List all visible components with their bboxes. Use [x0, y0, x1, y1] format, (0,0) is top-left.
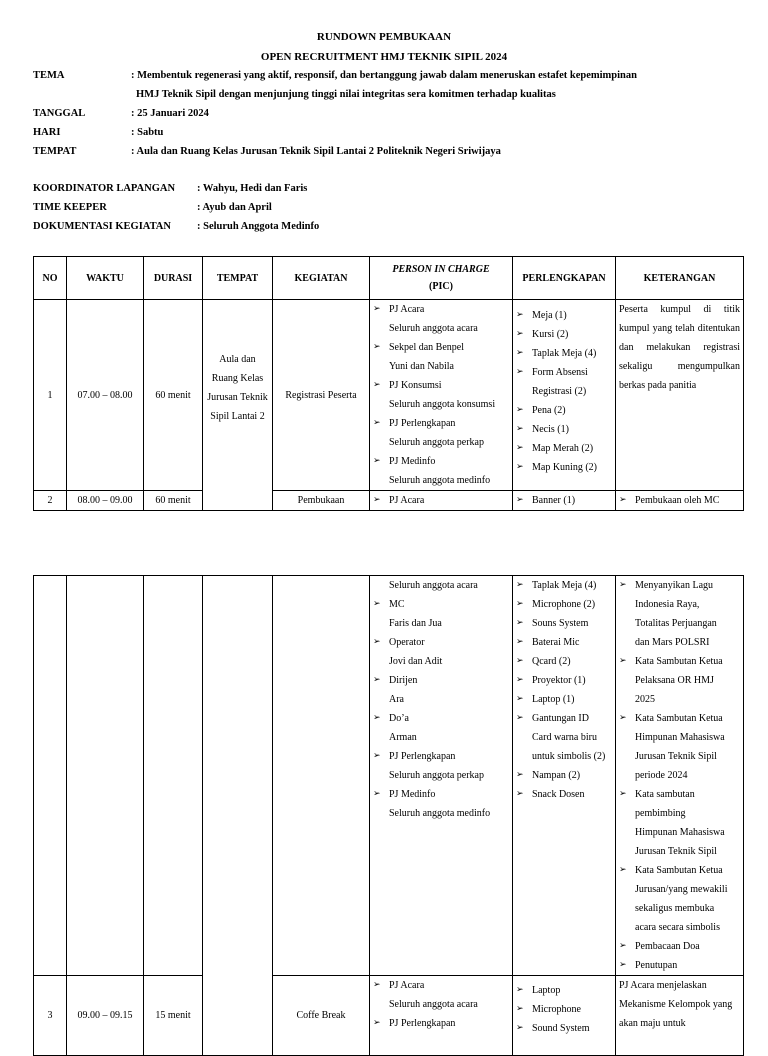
list-item: ➢ PJ Medinfo: [373, 452, 509, 471]
tanggal-value: : 25 Januari 2024: [131, 108, 209, 119]
rundown-table-page-2: [33, 575, 744, 1056]
list-item: ➢ Taplak Meja (4): [516, 344, 612, 363]
list-item: 2025: [635, 694, 655, 705]
row3-perlengkapan: [513, 976, 616, 1056]
row2-pic: [370, 491, 513, 511]
list-item: ➢ Microphone (2): [516, 595, 612, 614]
row2-cont-durasi: [144, 576, 203, 976]
list-item: ➢ PJ Perlengkapan: [373, 414, 509, 433]
rundown-table-page-1: [33, 256, 744, 511]
list-item: ➢ PJ Acara: [373, 300, 509, 319]
list-item: Seluruh anggota medinfo: [389, 808, 491, 819]
row2-cont-perlengkapan: [513, 576, 616, 976]
title-rundown: RUNDOWN PEMBUKAAN: [316, 31, 452, 43]
row3-waktu: 09.00 – 09.15: [67, 976, 144, 1056]
row1-waktu: 07.00 – 08.00: [67, 300, 144, 491]
list-item: Pelaksana OR HMJ: [635, 675, 714, 686]
koordinator-label: KOORDINATOR LAPANGAN: [33, 183, 176, 194]
header-pic: [370, 257, 513, 300]
list-item: Seluruh anggota perkap: [389, 437, 484, 448]
row2-cont-kegiatan: [273, 576, 370, 976]
list-item: ➢ PJ Acara: [373, 491, 509, 510]
list-item: Seluruh anggota acara: [389, 580, 478, 591]
row2-cont-tempat: [203, 576, 273, 1056]
list-item: ➢ Do’a: [373, 709, 509, 728]
row2-durasi: 60 menit: [144, 491, 203, 511]
row2-perlengkapan: [513, 491, 616, 511]
list-item: Jurusan Teknik Sipil: [635, 751, 717, 762]
timekeeper-value: : Ayub dan April: [197, 202, 272, 213]
dokumentasi-value: : Seluruh Anggota Medinfo: [197, 221, 320, 232]
list-item: ➢ MC: [373, 595, 509, 614]
header-pic-line2: (PIC): [429, 281, 453, 292]
hari-value: : Sabtu: [131, 127, 164, 138]
row3-no: 3: [34, 976, 67, 1056]
list-item: ➢ Laptop: [516, 981, 612, 1000]
list-item: untuk simbolis (2): [532, 751, 606, 762]
list-item: Ara: [389, 694, 404, 705]
tema-value-2: HMJ Teknik Sipil dengan menjunjung tinggi nilai integritas sera komitmen terhadap kualitas: [136, 89, 556, 100]
row2-cont-waktu: [67, 576, 144, 976]
list-item: ➢ Gantungan ID: [516, 709, 612, 728]
list-item: ➢ Nampan (2): [516, 766, 612, 785]
list-item: Arman: [389, 732, 417, 743]
list-item: Yuni dan Nabila: [389, 361, 454, 372]
header-no: NO: [34, 257, 67, 300]
table-row: [34, 976, 744, 1056]
row3-keterangan: PJ Acara menjelaskan Mekanisme Kelompok yang akan maju untuk: [616, 976, 744, 1056]
list-item: periode 2024: [635, 770, 688, 781]
list-item: ➢ Pena (2): [516, 401, 612, 420]
row2-cont-keterangan: [616, 576, 744, 976]
list-item: Jurusan Teknik Sipil: [635, 846, 717, 857]
list-item: ➢ PJ Perlengkapan: [373, 1014, 509, 1033]
list-item: ➢ Necis (1): [516, 420, 612, 439]
list-item: Himpunan Mahasiswa: [635, 827, 725, 838]
row1-no: 1: [34, 300, 67, 491]
list-item: ➢ PJ Konsumsi: [373, 376, 509, 395]
header-kegiatan: KEGIATAN: [273, 257, 370, 300]
row2-pic-list: [373, 576, 509, 823]
row1-tempat: Aula dan Ruang Kelas Jurusan Teknik Sipil Lantai 2: [203, 300, 273, 511]
row3-durasi: 15 menit: [144, 976, 203, 1056]
list-item: Himpunan Mahasiswa: [635, 732, 725, 743]
table-row: [34, 300, 744, 491]
tempat-value: : Aula dan Ruang Kelas Jurusan Teknik Sipil Lantai 2 Politeknik Negeri Sriwijaya: [131, 146, 501, 157]
list-item: Totalitas Perjuangan: [635, 618, 717, 629]
row1-pic-list: [373, 300, 509, 490]
table-header-row: [34, 257, 744, 300]
row1-perlengkapan-list: [516, 306, 612, 477]
header-keterangan: KETERANGAN: [616, 257, 744, 300]
dokumentasi-label: DOKUMENTASI KEGIATAN: [33, 221, 171, 232]
list-item: ➢ Taplak Meja (4): [516, 576, 612, 595]
list-item: Card warna biru: [532, 732, 597, 743]
list-item: ➢ PJ Acara: [373, 976, 509, 995]
list-item: ➢ Baterai Mic: [516, 633, 612, 652]
list-item: ➢ Pembukaan oleh MC: [619, 491, 740, 510]
list-item: acara secara simbolis: [635, 922, 720, 933]
tanggal-label: TANGGAL: [33, 108, 86, 119]
list-item: ➢ PJ Perlengkapan: [373, 747, 509, 766]
list-item: ➢ Menyanyikan Lagu: [619, 576, 740, 595]
list-item: ➢ Kata Sambutan Ketua: [619, 861, 740, 880]
list-item: Jovi dan Adit: [389, 656, 443, 667]
koordinator-value: : Wahyu, Hedi dan Faris: [197, 183, 308, 194]
row1-keterangan: Peserta kumpul di titik kumpul yang telah ditentukan dan melakukan registrasi sekaligu mengumpulkan berkas pada panitia: [616, 300, 744, 491]
tempat-label: TEMPAT: [33, 146, 77, 157]
list-item: dan Mars POLSRI: [635, 637, 710, 648]
title-event: OPEN RECRUITMENT HMJ TEKNIK SIPIL 2024: [260, 51, 508, 63]
row1-perlengkapan: [513, 300, 616, 491]
tema-value: : Membentuk regenerasi yang aktif, responsif, dan bertanggung jawab dalam meneruskan estafet kepemimpinan: [131, 70, 637, 81]
list-item: ➢ Form Absensi: [516, 363, 612, 382]
table-row: [34, 491, 744, 511]
row3-pic-list: [373, 976, 509, 1033]
list-item: Seluruh anggota acara: [389, 323, 478, 334]
list-item: ➢ Kata Sambutan Ketua: [619, 652, 740, 671]
row1-pic: [370, 300, 513, 491]
list-item: ➢ Kata Sambutan Ketua: [619, 709, 740, 728]
list-item: Seluruh anggota konsumsi: [389, 399, 496, 410]
list-item: pembimbing: [635, 808, 686, 819]
list-item: ➢ Banner (1): [516, 491, 612, 510]
table-row: [34, 576, 744, 976]
list-item: ➢ Qcard (2): [516, 652, 612, 671]
row2-keterangan: [616, 491, 744, 511]
list-item: ➢ Meja (1): [516, 306, 612, 325]
list-item: ➢ Snack Dosen: [516, 785, 612, 804]
list-item: ➢ Souns System: [516, 614, 612, 633]
list-item: Indonesia Raya,: [635, 599, 700, 610]
list-item: ➢ PJ Medinfo: [373, 785, 509, 804]
row2-no: 2: [34, 491, 67, 511]
list-item: ➢ Dirijen: [373, 671, 509, 690]
list-item: Seluruh anggota medinfo: [389, 475, 491, 486]
header-waktu: WAKTU: [67, 257, 144, 300]
list-item: ➢ Sekpel dan Benpel: [373, 338, 509, 357]
list-item: ➢ Laptop (1): [516, 690, 612, 709]
row2-cont-no: [34, 576, 67, 976]
list-item: Seluruh anggota acara: [389, 999, 478, 1010]
row2-cont-pic: [370, 576, 513, 976]
row3-kegiatan: Coffe Break: [273, 976, 370, 1056]
list-item: Jurusan/yang mewakili: [635, 884, 728, 895]
row3-perlengkapan-list: [516, 981, 612, 1038]
header-tempat: TEMPAT: [203, 257, 273, 300]
list-item: ➢ Map Merah (2): [516, 439, 612, 458]
hari-label: HARI: [33, 127, 61, 138]
row2-waktu: 08.00 – 09.00: [67, 491, 144, 511]
timekeeper-label: TIME KEEPER: [33, 202, 107, 213]
list-item: Seluruh anggota perkap: [389, 770, 484, 781]
list-item: ➢ Penutupan: [619, 956, 740, 975]
list-item: ➢ Microphone: [516, 1000, 612, 1019]
list-item: Faris dan Jua: [389, 618, 442, 629]
tema-label: TEMA: [33, 70, 65, 81]
row3-pic: [370, 976, 513, 1056]
header-perlengkapan: PERLENGKAPAN: [513, 257, 616, 300]
list-item: ➢ Kata sambutan: [619, 785, 740, 804]
list-item: sekaligus membuka: [635, 903, 715, 914]
list-item: ➢ Proyektor (1): [516, 671, 612, 690]
header-pic-line1: PERSON IN CHARGE: [392, 264, 490, 275]
list-item: ➢ Operator: [373, 633, 509, 652]
list-item: ➢ Sound System: [516, 1019, 612, 1038]
row1-durasi: 60 menit: [144, 300, 203, 491]
row2-kegiatan: Pembukaan: [273, 491, 370, 511]
list-item: Registrasi (2): [532, 386, 587, 397]
row2-keterangan-list: [619, 576, 740, 975]
list-item: ➢ Kursi (2): [516, 325, 612, 344]
list-item: ➢ Map Kuning (2): [516, 458, 612, 477]
row1-kegiatan: Registrasi Peserta: [273, 300, 370, 491]
header-durasi: DURASI: [144, 257, 203, 300]
list-item: ➢ Pembacaan Doa: [619, 937, 740, 956]
row2-perlengkapan-list: [516, 576, 612, 804]
